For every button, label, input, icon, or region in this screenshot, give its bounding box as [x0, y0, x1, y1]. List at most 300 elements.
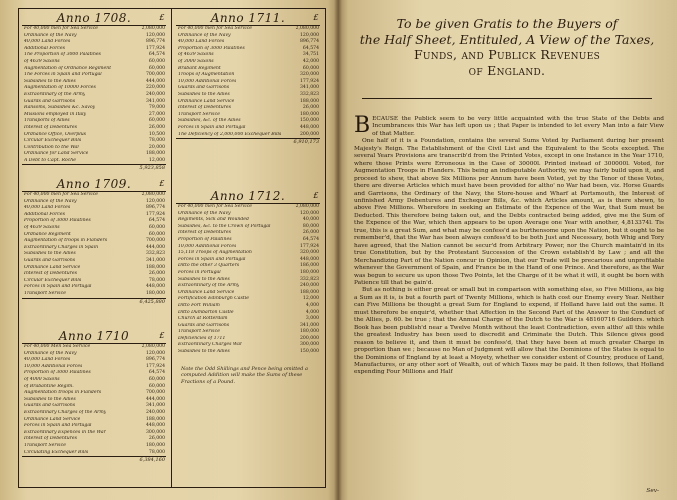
row-amount: 448,000 — [300, 124, 319, 130]
row-label: Church at Rotterdam — [178, 316, 228, 322]
row-amount: 2,080,000 — [295, 204, 319, 209]
row-amount: 150,000 — [300, 349, 319, 355]
table-row — [173, 237, 323, 244]
row-amount: 10,500 — [148, 131, 165, 137]
row-amount: 2,080,000 — [141, 344, 165, 349]
omission-note: Note the Odd Shillings and Pence being omitted a computed Addition will make the Sums of these Fractions of a Pound. — [181, 365, 308, 385]
row-label: Guards and Garrisons — [178, 322, 230, 328]
row-amount: 188,000 — [146, 151, 165, 157]
catchword: Sev- — [646, 488, 659, 494]
row-amount: 448,000 — [300, 256, 319, 262]
row-label: 40,000 Land Forces — [24, 357, 71, 363]
row-label: Brabant Regiment — [178, 65, 221, 71]
row-label: Circular Exchequer Bills — [24, 277, 82, 283]
row-label: Augmentation troops in Flanders — [24, 390, 102, 396]
row-amount: 896,774 — [146, 205, 165, 211]
heading-rule — [362, 98, 652, 99]
row-amount: 320,000 — [300, 250, 319, 256]
row-label: Guards and Garrisons — [24, 257, 76, 263]
row-amount: 896,774 — [146, 39, 165, 45]
row-label: 10,000 Additional Forces — [24, 363, 83, 369]
row-label: Subsidies to the Allies — [178, 349, 230, 355]
row-label: Forces in Spain and Portugal — [178, 256, 246, 262]
row-amount: 120,000 — [146, 32, 165, 38]
table-row — [19, 390, 169, 397]
table-row — [173, 105, 323, 112]
table-row — [19, 357, 169, 364]
row-label: of 4639 Saxons — [178, 52, 214, 58]
table-row — [173, 263, 323, 270]
row-label: Augmentation of Ordnance Regiment — [24, 65, 112, 71]
table-row — [173, 303, 323, 310]
drop-cap: B — [354, 113, 371, 138]
row-label: of Brabantine Regim. — [24, 383, 74, 389]
row-label: Transport Service — [24, 290, 66, 296]
table-row — [19, 410, 169, 417]
table-row — [19, 138, 169, 145]
row-amount: 188,000 — [146, 416, 165, 422]
row-label: Ordinance of the Navy — [24, 32, 77, 38]
paragraph-1-text: ECAUSE the Publick seem to be very little acquainted with the true State of the Debts and Incumbrances this War has left upon us ; that Paper is intended to let every Man into a fair View of that Matter. — [372, 116, 664, 137]
row-label: Extraordinary of the Army — [178, 283, 240, 289]
table-row — [19, 251, 169, 258]
table-row — [19, 225, 169, 232]
table-row — [19, 26, 169, 33]
row-label: Proportion of 3000 Palatines — [24, 370, 91, 376]
row-label: 40,000 Land Forces — [178, 39, 225, 45]
row-label: Ordinance Land Service — [178, 98, 235, 104]
row-label: Transport Service — [178, 329, 220, 335]
table-row — [173, 270, 323, 277]
table-row — [19, 85, 169, 92]
row-amount: 42,000 — [302, 58, 319, 64]
row-amount: 700,000 — [146, 238, 165, 244]
table-row — [173, 99, 323, 106]
row-amount: 120,000 — [300, 32, 319, 38]
row-amount: 200,000 — [300, 335, 319, 341]
table-1708 — [19, 11, 169, 172]
table-title-text: Anno 1712. — [210, 189, 286, 203]
table-row — [173, 26, 323, 33]
right-page-body — [354, 113, 664, 377]
table-row — [19, 99, 169, 106]
row-label: Extraordinary Charges in Spain — [24, 244, 99, 250]
row-label: Extraordinary of the Army — [24, 91, 86, 97]
row-label: 10,000 Additional Forces — [178, 78, 237, 84]
row-amount: 40,000 — [302, 217, 319, 223]
table-row — [19, 344, 169, 351]
row-amount: 444,000 — [146, 396, 165, 402]
table-row — [173, 310, 323, 317]
row-amount: 34,751 — [302, 52, 319, 58]
heading-line-2: the Half Sheet, Entituled, A View of the Taxes, — [359, 31, 655, 47]
pound-sign: £ — [159, 331, 165, 340]
table-total: 5,923,858 — [139, 165, 165, 172]
row-amount: 80,000 — [302, 223, 319, 229]
table-1711 — [173, 11, 323, 146]
row-amount: 60,000 — [302, 65, 319, 71]
row-amount: 60,000 — [148, 231, 165, 237]
table-row — [173, 125, 323, 132]
row-amount: 188,000 — [146, 264, 165, 270]
row-amount: 180,000 — [300, 111, 319, 117]
row-amount: 332,823 — [300, 276, 319, 282]
table-row — [173, 230, 323, 237]
row-amount: 79,000 — [148, 105, 165, 111]
row-label: Guards and Garrisons — [24, 403, 76, 409]
row-amount: 26,000 — [302, 105, 319, 111]
table-row — [19, 238, 169, 245]
row-label: Additional Forces — [24, 211, 65, 217]
row-label: Subsidies to the Allies — [24, 396, 76, 402]
row-label: Interest of Debentures — [24, 271, 77, 277]
row-amount: 220,000 — [146, 85, 165, 91]
pound-sign: £ — [159, 13, 165, 22]
row-label: Proportion of Palatines — [178, 236, 232, 242]
table-row — [19, 430, 169, 437]
table-row — [19, 364, 169, 371]
table-row — [173, 217, 323, 224]
row-amount: 177,924 — [300, 243, 319, 249]
table-title — [19, 177, 169, 191]
row-amount: 2,080,000 — [141, 192, 165, 197]
row-label: For 40,000 men for Sea Service — [24, 26, 98, 31]
row-amount: 341,000 — [300, 85, 319, 91]
row-amount: 60,000 — [148, 118, 165, 124]
row-label: The Deficiency of 2,000,000 Exchequer Bills — [178, 131, 282, 137]
table-1712 — [173, 189, 323, 385]
row-amount: 78,000 — [148, 138, 165, 144]
row-label: of 4639 Saxons — [24, 224, 60, 230]
table-row — [19, 218, 169, 225]
row-label: Ditto Dumbarton Castle — [178, 309, 234, 315]
table-1710 — [19, 329, 169, 464]
row-label: Ordinance of the Navy — [24, 350, 77, 356]
row-label: Proportion of 3000 Palatines — [24, 218, 91, 224]
table-row — [19, 370, 169, 377]
row-amount: 27,000 — [148, 111, 165, 117]
row-label: Contribution to the War — [24, 144, 80, 150]
table-row — [19, 72, 169, 79]
row-label: 15,118 Troops of Augmentation — [178, 250, 252, 256]
table-row — [173, 46, 323, 53]
row-label: Ditto Fort William — [178, 302, 220, 308]
row-label: A Debt to Capt. Roche — [24, 157, 76, 163]
pound-sign: £ — [313, 13, 319, 22]
row-amount: 300,000 — [146, 429, 165, 435]
table-title — [19, 11, 169, 25]
row-label: Forces in Spain and Portugal — [24, 423, 92, 429]
table-total: 6,384,160 — [139, 457, 165, 464]
row-label: The Forces in Spain and Portugal — [24, 72, 102, 78]
row-label: Ordnance Office, Overplus — [24, 131, 87, 137]
row-label: Subsidies to the Allies — [24, 251, 76, 257]
row-amount: 200,000 — [300, 131, 319, 137]
table-row — [173, 85, 323, 92]
row-amount: 4,000 — [305, 309, 319, 315]
table-row — [173, 39, 323, 46]
row-amount: 26,000 — [148, 124, 165, 130]
row-amount: 60,000 — [148, 224, 165, 230]
paragraph-1 — [354, 113, 664, 138]
row-amount: 12,000 — [302, 296, 319, 302]
row-label: Circular Exchequer Bills — [24, 138, 82, 144]
row-label: Proportion of 3000 Palatines — [178, 45, 245, 51]
row-label: Missions employed in Italy — [24, 111, 87, 117]
row-amount: 64,574 — [302, 45, 319, 51]
row-label: Interest of Debentures — [178, 105, 231, 111]
row-label: Augmentation of 10000 Forces — [24, 85, 96, 91]
table-title-text: Anno 1709. — [56, 177, 132, 191]
row-label: Interest of Debentures — [24, 436, 77, 442]
table-title-text: Anno 1710 — [58, 329, 130, 343]
heading-line-1: To be given Gratis to the Buyers of — [396, 16, 618, 31]
row-amount: 4,000 — [305, 302, 319, 308]
table-row — [173, 224, 323, 231]
table-row — [173, 118, 323, 125]
row-amount: 448,000 — [146, 423, 165, 429]
paragraph-3: But as nothing is either great or small but in comparison with something else, so Five Millions, as big a Sum as it is, is but a fourth part of Twenty Millions, which is hath cost our Enemy every Year. Neither can Five Millions be thought a great Sum for England to expend, if Holland have laid out the same. It must therefore be enquir'd, whether that Affection in the Second Part of the Answer to the Conduct of the Allies, p. 60. be true ; that the Annual Charge of the Dutch to the War is 48160716 Guilders. which Book has been publish'd near a Twelve Month without the least Contradiction, even altho' all this while the greatest Industry has been used to discredit and Criminate the Dutch. This Silence gives good reason to believe it, and then it must be confess'd, that they have been at much greater Charge in proportion than we ; because no Man of Judgment will allow that the Dominions of the States is equal to the Dominions of England by at least a Moyety, whether we consider extent of Country, produce of Land, Manufactures, or any other sort of Wealth, out of which Taxes may be paid. It then follows, that Holland expending Four Millions and Half — [354, 287, 664, 376]
column-divider — [171, 9, 172, 487]
row-amount: 150,000 — [300, 118, 319, 124]
table-row — [173, 290, 323, 297]
table-row — [19, 125, 169, 132]
table-row — [19, 52, 169, 59]
row-label: Guards and Garrisons — [24, 98, 76, 104]
table-row — [19, 450, 169, 457]
row-label: Regiments, Sick and Wounded — [178, 217, 249, 223]
table-row — [19, 205, 169, 212]
row-label: For 40,000 men for Sea Service — [24, 192, 98, 197]
row-amount: 444,000 — [146, 244, 165, 250]
row-label: Ordinance of the Navy — [178, 210, 231, 216]
row-amount: 177,924 — [300, 78, 319, 84]
table-title — [173, 11, 323, 25]
row-amount: 78,000 — [148, 277, 165, 283]
table-row — [19, 59, 169, 66]
table-row — [173, 211, 323, 218]
row-amount: 60,000 — [148, 65, 165, 71]
row-amount: 3,000 — [305, 316, 319, 322]
row-label: 10,000 Additional Forces — [178, 243, 237, 249]
table-row — [19, 112, 169, 119]
row-amount: 20,000 — [148, 144, 165, 150]
table-row — [19, 258, 169, 265]
row-amount: 2,080,000 — [295, 26, 319, 31]
row-amount: 444,000 — [146, 78, 165, 84]
row-label: Transport Service — [24, 442, 66, 448]
row-label: Interest of Debentures — [178, 230, 231, 236]
row-label: of 3000 Saxons — [178, 58, 214, 64]
pound-sign: £ — [159, 179, 165, 188]
table-row — [173, 296, 323, 303]
row-label: Ordinance Land Service — [24, 264, 81, 270]
table-row — [19, 132, 169, 139]
row-amount: 186,000 — [300, 263, 319, 269]
row-amount: 26,000 — [148, 436, 165, 442]
row-amount: 177,924 — [146, 45, 165, 51]
row-label: of 4000 Saxons — [24, 376, 60, 382]
row-label: Ditto the other 3 Quarters — [178, 263, 240, 269]
heading-line-3: Funds, and Publick Revenues — [413, 47, 601, 62]
table-row — [173, 316, 323, 323]
row-label: Ordinance of the Navy — [24, 198, 77, 204]
row-label: Extraordinary Expences in the War — [24, 429, 106, 435]
table-row — [19, 151, 169, 158]
row-label: Extraordinary Charges of the Army — [24, 409, 107, 415]
table-row — [19, 377, 169, 384]
row-amount: 332,823 — [300, 91, 319, 97]
row-label: Ordnance Regiment — [24, 231, 71, 237]
table-row — [173, 52, 323, 59]
row-amount: 188,000 — [300, 98, 319, 104]
row-label: Augmentation of troops in Flanders — [24, 238, 108, 244]
table-title — [19, 329, 169, 343]
table-row — [173, 72, 323, 79]
row-label: Guards and Garrisons — [178, 85, 230, 91]
row-amount: 180,000 — [300, 329, 319, 335]
row-amount: 896,774 — [300, 39, 319, 45]
row-amount: 240,000 — [146, 91, 165, 97]
row-label: Ransoms, Subsidies &c. Savoy — [24, 105, 96, 111]
table-title — [173, 189, 323, 203]
row-label: Subsidies to the Allies — [24, 78, 76, 84]
row-label: Ordinance for Land Service — [24, 151, 89, 157]
row-amount: 78,000 — [148, 449, 165, 455]
row-amount: 896,774 — [146, 357, 165, 363]
table-row — [19, 92, 169, 99]
row-amount: 240,000 — [146, 409, 165, 415]
row-label: of 4639 Saxons — [24, 58, 60, 64]
row-amount: 120,000 — [300, 210, 319, 216]
row-amount: 700,000 — [146, 390, 165, 396]
row-amount: 60,000 — [148, 376, 165, 382]
table-row — [173, 132, 323, 139]
pound-sign: £ — [313, 191, 319, 200]
expense-tables-frame — [18, 8, 326, 488]
table-row — [173, 250, 323, 257]
table-row — [19, 39, 169, 46]
row-label: Additional Forces — [24, 45, 65, 51]
table-row — [19, 436, 169, 443]
table-row — [19, 291, 169, 298]
row-label: Transports of Allies — [24, 118, 70, 124]
table-row — [173, 283, 323, 290]
table-title-text: Anno 1708. — [56, 11, 132, 25]
table-row — [19, 423, 169, 430]
table-row — [19, 46, 169, 53]
row-amount: 64,574 — [148, 218, 165, 224]
right-page-heading — [352, 16, 662, 78]
row-amount: 341,000 — [146, 403, 165, 409]
row-amount: 120,000 — [146, 198, 165, 204]
row-amount: 180,000 — [146, 442, 165, 448]
row-label: Forces in Spain and Portugal — [178, 124, 246, 130]
row-label: For 40,000 men for Sea Service — [178, 204, 252, 209]
row-amount: 26,000 — [148, 271, 165, 277]
table-total: 6,910,173 — [293, 139, 319, 146]
row-label: Circulating Exchequer Bills — [24, 449, 89, 455]
row-label: Transport Service — [178, 111, 220, 117]
row-amount: 700,000 — [146, 72, 165, 78]
row-amount: 180,000 — [146, 290, 165, 296]
row-label: Deficiencies of 1711 — [178, 335, 226, 341]
row-label: Troops of Augmentation — [178, 72, 235, 78]
row-amount: 120,000 — [146, 350, 165, 356]
row-amount: 64,574 — [148, 370, 165, 376]
heading-line-4: of England. — [468, 62, 546, 78]
row-label: Forces in Portugal — [178, 269, 221, 275]
row-label: Forces in Spain and Portugal — [24, 284, 92, 290]
row-amount: 2,080,000 — [141, 26, 165, 31]
row-amount: 320,000 — [300, 72, 319, 78]
row-amount: 332,823 — [146, 251, 165, 257]
row-amount: 341,000 — [300, 322, 319, 328]
table-row — [19, 265, 169, 272]
row-amount: 64,574 — [148, 52, 165, 58]
book-gutter — [334, 0, 342, 500]
row-amount: 64,574 — [302, 236, 319, 242]
row-amount: 448,000 — [146, 284, 165, 290]
row-label: Extraordinary Charges War — [178, 342, 243, 348]
table-row — [19, 118, 169, 125]
row-label: Interest of Debentures — [24, 124, 77, 130]
table-row — [19, 284, 169, 291]
row-amount: 12,000 — [148, 157, 165, 163]
table-total: 6,425,880 — [139, 298, 165, 305]
row-label: 40,000 Land Forces — [24, 39, 71, 45]
table-row — [19, 271, 169, 278]
table-title-text: Anno 1711. — [210, 11, 286, 25]
row-label: 40,000 Land Forces — [24, 205, 71, 211]
row-amount: 60,000 — [148, 58, 165, 64]
table-row — [173, 329, 323, 336]
table-row — [19, 158, 169, 165]
table-row — [173, 92, 323, 99]
table-row — [173, 204, 323, 211]
row-amount: 240,000 — [300, 283, 319, 289]
row-amount: 341,000 — [146, 98, 165, 104]
row-amount: 26,000 — [302, 230, 319, 236]
row-label: Subsidies to the Allies — [178, 276, 230, 282]
row-label: Fortification Edinburgh Castle — [178, 296, 249, 302]
table-row — [19, 105, 169, 112]
table-row — [19, 443, 169, 450]
row-label: Subsidies, &c. to the Crown of Portugal — [178, 223, 271, 229]
row-label: Ordinance Land Service — [24, 416, 81, 422]
row-label: For 40,000 Men Sea Service — [24, 344, 91, 349]
row-amount: 188,000 — [300, 289, 319, 295]
row-amount: 300,000 — [300, 342, 319, 348]
row-label: Ordinance of the Navy — [178, 32, 231, 38]
row-label: Ordinance Land Service — [178, 289, 235, 295]
table-row — [173, 59, 323, 66]
row-amount: 60,000 — [148, 383, 165, 389]
table-1709 — [19, 177, 169, 306]
paragraph-2: One half of it is a Foundation, contains the several Sums Voted by Parliament during her present Majesty's Reign. The Establishment of the Civil List and the Equivalent to the Scots excepted. The several Years Provisions are transcrib'd from the Printed Votes, except in one Instance in the Year 1710, where those Prints were Erroneous in the Case of 30000l. Printed instead of 300000l. Voted, for Augmentation Troops in Flanders. This being an indisputable Authority, we may fairly build upon it, and proceed to shew, that above Six Millions per Annum have been Voted, yet by the Tenor of these Votes, there are diverse Articles which must have been provided for altho' no War had been, viz. Horse Guards and Garrisons, the Ordinary of the Navy, the Store-house and Wharf at Portsmouth, the Interest of unfinished Army Debentures and Exchequer Bills, &c. which Articles amount, as is there shewn, to above Five Millions. Wherefore in seeking an Estimate of the Expence of the War, that Sum must be Deducted. This therefore being taken out, and the Debts contracted being added, give me the Sum of the Expence of the War, which then appears to be upon Average one Year with another, 4,813374l. Tis true, this is a great Sum, and what may be confess'd as burthensome upon the Nation, but it ought to be remember'd, that the War has been always confess'd to be both Just and Necessary, both Whig and Tory have agreed, that the Nation cannot be secur'd from Arbitrary Power, nor the Church maintain'd in its true Constitution, but by the Protestant Succession of the Crown establish'd by Law ; and all the Merchandizing Part of the Nation concur in Opinion, that our Trade will be precarious and unprofitable whenever the Government of Spain, and France be in the Hand of one Prince. And therefore, as the War was begun to secure us upon those Two Points, let the Charge of it be what it will, it ought be born with Patience till that be gain'd. — [354, 138, 664, 286]
row-amount: 177,924 — [146, 363, 165, 369]
table-row — [19, 212, 169, 219]
table-row — [173, 349, 323, 356]
row-amount: 341,000 — [146, 257, 165, 263]
row-label: Subsidies, &c. of the Allies — [178, 118, 241, 124]
table-row — [19, 192, 169, 199]
row-label: The Proportion of 3000 Palatines — [24, 52, 101, 58]
row-label: Subsidies to the Allies — [178, 91, 230, 97]
row-amount: 177,924 — [146, 211, 165, 217]
row-amount: 180,000 — [300, 269, 319, 275]
table-row — [19, 403, 169, 410]
